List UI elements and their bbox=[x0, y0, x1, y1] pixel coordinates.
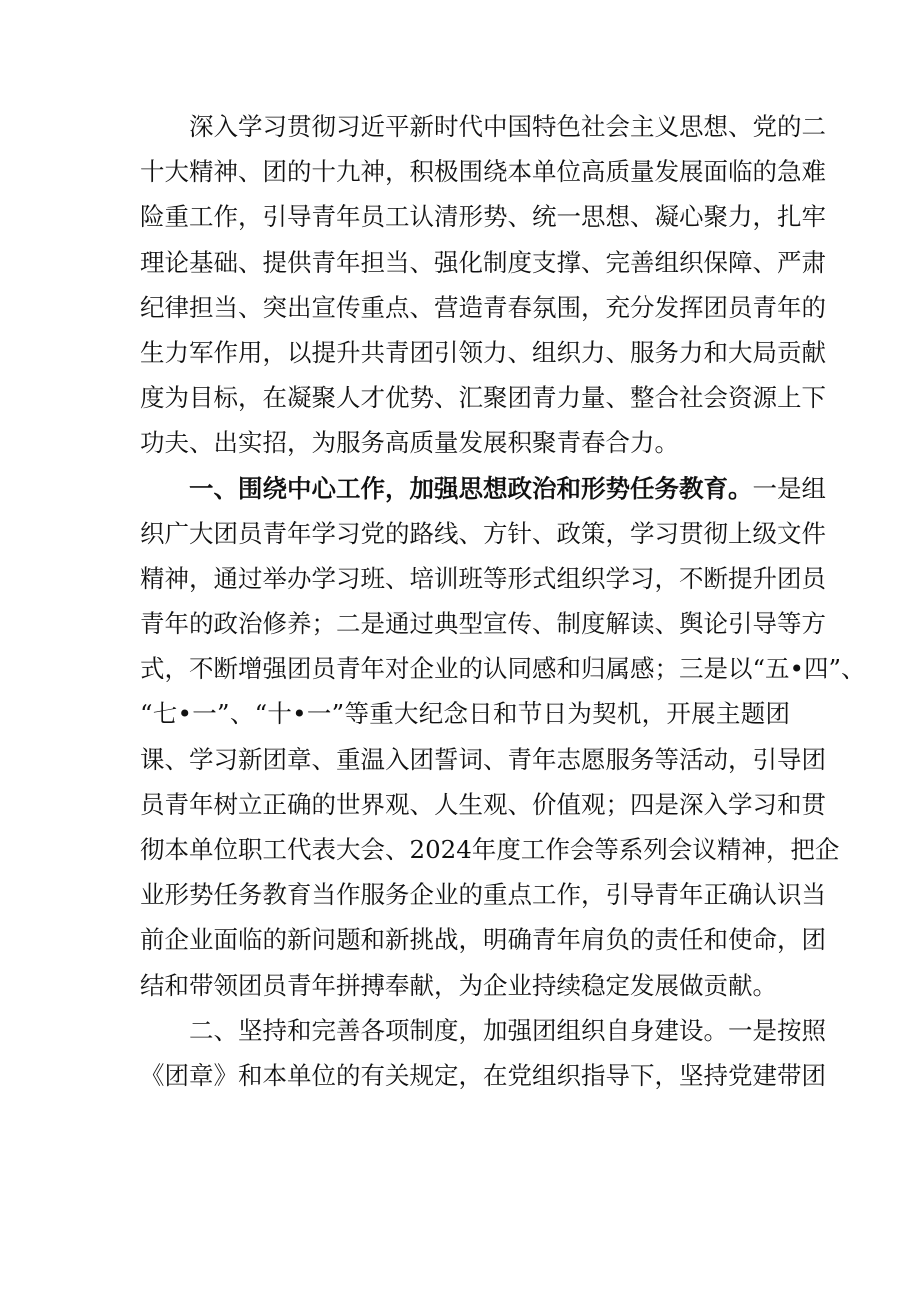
paragraph-intro bbox=[140, 104, 826, 466]
text-line: 青年的政治修养；二是通过典型宣传、制度解读、舆论引导等方 bbox=[140, 609, 826, 639]
text-line: 深入学习贯彻习近平新时代中国特色社会主义思想、党的二 bbox=[189, 112, 826, 141]
text-line: 前企业面临的新问题和新挑战，明确青年肩负的责任和使命，团 bbox=[140, 925, 826, 955]
text-line: 功夫、出实招，为服务高质量发展积聚青春合力。 bbox=[140, 428, 679, 458]
paragraph-section-1 bbox=[140, 466, 866, 1008]
text-line: 课、学习新团章、重温入团誓词、青年志愿服务等活动，引导团 bbox=[140, 744, 826, 774]
text-line: 度为目标，在凝聚人才优势、汇聚团青力量、整合社会资源上下 bbox=[140, 383, 826, 413]
text-line: 生力军作用，以提升共青团引领力、组织力、服务力和大局贡献 bbox=[140, 337, 826, 367]
document-body bbox=[140, 104, 866, 1098]
text-line: 纪律担当、突出宣传重点、营造青春氛围，充分发挥团员青年的 bbox=[140, 292, 826, 322]
text-line: 业形势任务教育当作服务企业的重点工作，引导青年正确认识当 bbox=[140, 880, 826, 910]
text-line: 结和带领团员青年拼搏奉献，为企业持续稳定发展做贡献。 bbox=[140, 970, 777, 1000]
text-line: 员青年树立正确的世界观、人生观、价值观；四是深入学习和贯 bbox=[140, 789, 826, 819]
text-line: 精神，通过举办学习班、培训班等形式组织学习，不断提升团员 bbox=[140, 563, 826, 593]
text-line: 险重工作，引导青年员工认清形势、统一思想、凝心聚力，扎牢 bbox=[140, 202, 826, 232]
text-line: 理论基础、提供青年担当、强化制度支撑、完善组织保障、严肃 bbox=[140, 247, 826, 277]
text-line: 二、坚持和完善各项制度，加强团组织自身建设。一是按照 bbox=[189, 1015, 826, 1045]
text-line: 十大精神、团的十九神，积极围绕本单位高质量发展面临的急难 bbox=[140, 157, 826, 187]
text-line: 《团章》和本单位的有关规定，在党组织指导下，坚持党建带团 bbox=[140, 1060, 826, 1090]
text-line: 式，不断增强团员青年对企业的认同感和归属感；三是以“五•四”、 bbox=[140, 654, 866, 684]
text-line bbox=[140, 466, 826, 511]
section-heading: 一、围绕中心工作，加强思想政治和形势任务教育。 bbox=[189, 473, 753, 503]
text-run: 一是组 bbox=[752, 473, 826, 503]
text-line: 彻本单位职工代表大会、2024年度工作会等系列会议精神，把企 bbox=[140, 835, 840, 864]
text-line: 织广大团员青年学习党的路线、方针、政策，学习贯彻上级文件 bbox=[140, 518, 826, 548]
paragraph-section-2 bbox=[140, 1008, 826, 1098]
text-line: “七•一”、“十•一”等重大纪念日和节日为契机，开展主题团 bbox=[140, 699, 790, 729]
